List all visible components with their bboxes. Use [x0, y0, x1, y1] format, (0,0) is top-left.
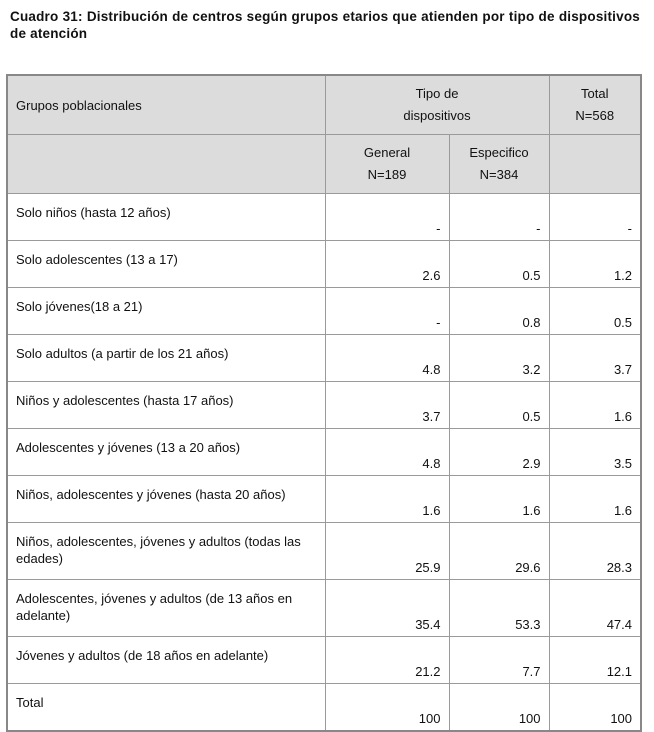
header-especifico: [449, 135, 549, 194]
row-label: Adolescentes y jóvenes (13 a 20 años): [7, 429, 325, 476]
cell-general: -: [325, 194, 449, 241]
row-label: Solo adultos (a partir de los 21 años): [7, 335, 325, 382]
header-total-line1: Total: [581, 86, 609, 101]
cell-especifico: 7.7: [449, 637, 549, 684]
cell-total: 3.5: [549, 429, 641, 476]
cell-especifico: 0.5: [449, 382, 549, 429]
header-total-line2: N=568: [575, 108, 615, 123]
header-total: [549, 75, 641, 135]
cell-general: 2.6: [325, 241, 449, 288]
cell-total: -: [549, 194, 641, 241]
cell-especifico: 53.3: [449, 580, 549, 637]
cell-total: 28.3: [549, 523, 641, 580]
row-label: Niños y adolescentes (hasta 17 años): [7, 382, 325, 429]
header-empty-cell: [7, 135, 325, 194]
cell-total: 47.4: [549, 580, 641, 637]
table-row: [7, 580, 641, 637]
row-label: Solo niños (hasta 12 años): [7, 194, 325, 241]
table-row: [7, 241, 641, 288]
table-row: [7, 382, 641, 429]
row-label: Jóvenes y adultos (de 18 años en adelante): [7, 637, 325, 684]
cell-especifico: 3.2: [449, 335, 549, 382]
cell-general: 4.8: [325, 429, 449, 476]
header-general-line2: N=189: [367, 167, 407, 182]
table-row: [7, 194, 641, 241]
row-label: Solo jóvenes(18 a 21): [7, 288, 325, 335]
cell-total: 1.6: [549, 476, 641, 523]
header-especifico-line2: N=384: [479, 167, 519, 182]
header-grupos-poblacionales: Grupos poblacionales: [7, 75, 325, 135]
cell-total: 12.1: [549, 637, 641, 684]
header-general-line1: General: [363, 145, 411, 160]
distribution-table: [6, 74, 642, 732]
cell-total: 0.5: [549, 288, 641, 335]
cell-especifico: 0.5: [449, 241, 549, 288]
cell-total: 1.6: [549, 382, 641, 429]
table-row: [7, 335, 641, 382]
cell-especifico: -: [449, 194, 549, 241]
cell-total: 1.2: [549, 241, 641, 288]
cell-especifico: 1.6: [449, 476, 549, 523]
cell-general: 25.9: [325, 523, 449, 580]
cell-especifico: 29.6: [449, 523, 549, 580]
header-tipo-line1: Tipo de: [415, 86, 459, 101]
header-tipo-line2: dispositivos: [403, 108, 471, 123]
cell-general: 1.6: [325, 476, 449, 523]
row-label: Adolescentes, jóvenes y adultos (de 13 años en adelante): [7, 580, 325, 637]
cell-general: 100: [325, 684, 449, 732]
cell-general: -: [325, 288, 449, 335]
header-tipo-dispositivos: [325, 75, 549, 135]
row-label: Total: [7, 684, 325, 732]
table-row-total: [7, 684, 641, 732]
table-caption: Cuadro 31: Distribución de centros según grupos etarios que atienden por tipo de dispositivos de atención: [10, 9, 640, 41]
cell-general: 3.7: [325, 382, 449, 429]
cell-especifico: 0.8: [449, 288, 549, 335]
cell-total: 3.7: [549, 335, 641, 382]
header-especifico-line1: Especifico: [469, 145, 529, 160]
row-label: Solo adolescentes (13 a 17): [7, 241, 325, 288]
cell-especifico: 2.9: [449, 429, 549, 476]
table-row: [7, 523, 641, 580]
header-empty-cell: [549, 135, 641, 194]
row-label: Niños, adolescentes y jóvenes (hasta 20 años): [7, 476, 325, 523]
cell-general: 21.2: [325, 637, 449, 684]
table-row: [7, 476, 641, 523]
row-label: Niños, adolescentes, jóvenes y adultos (todas las edades): [7, 523, 325, 580]
cell-especifico: 100: [449, 684, 549, 732]
header-row-2: [7, 135, 641, 194]
header-row-1: [7, 75, 641, 135]
table-row: [7, 429, 641, 476]
table-row: [7, 288, 641, 335]
cell-general: 35.4: [325, 580, 449, 637]
header-general: [325, 135, 449, 194]
cell-total: 100: [549, 684, 641, 732]
cell-general: 4.8: [325, 335, 449, 382]
